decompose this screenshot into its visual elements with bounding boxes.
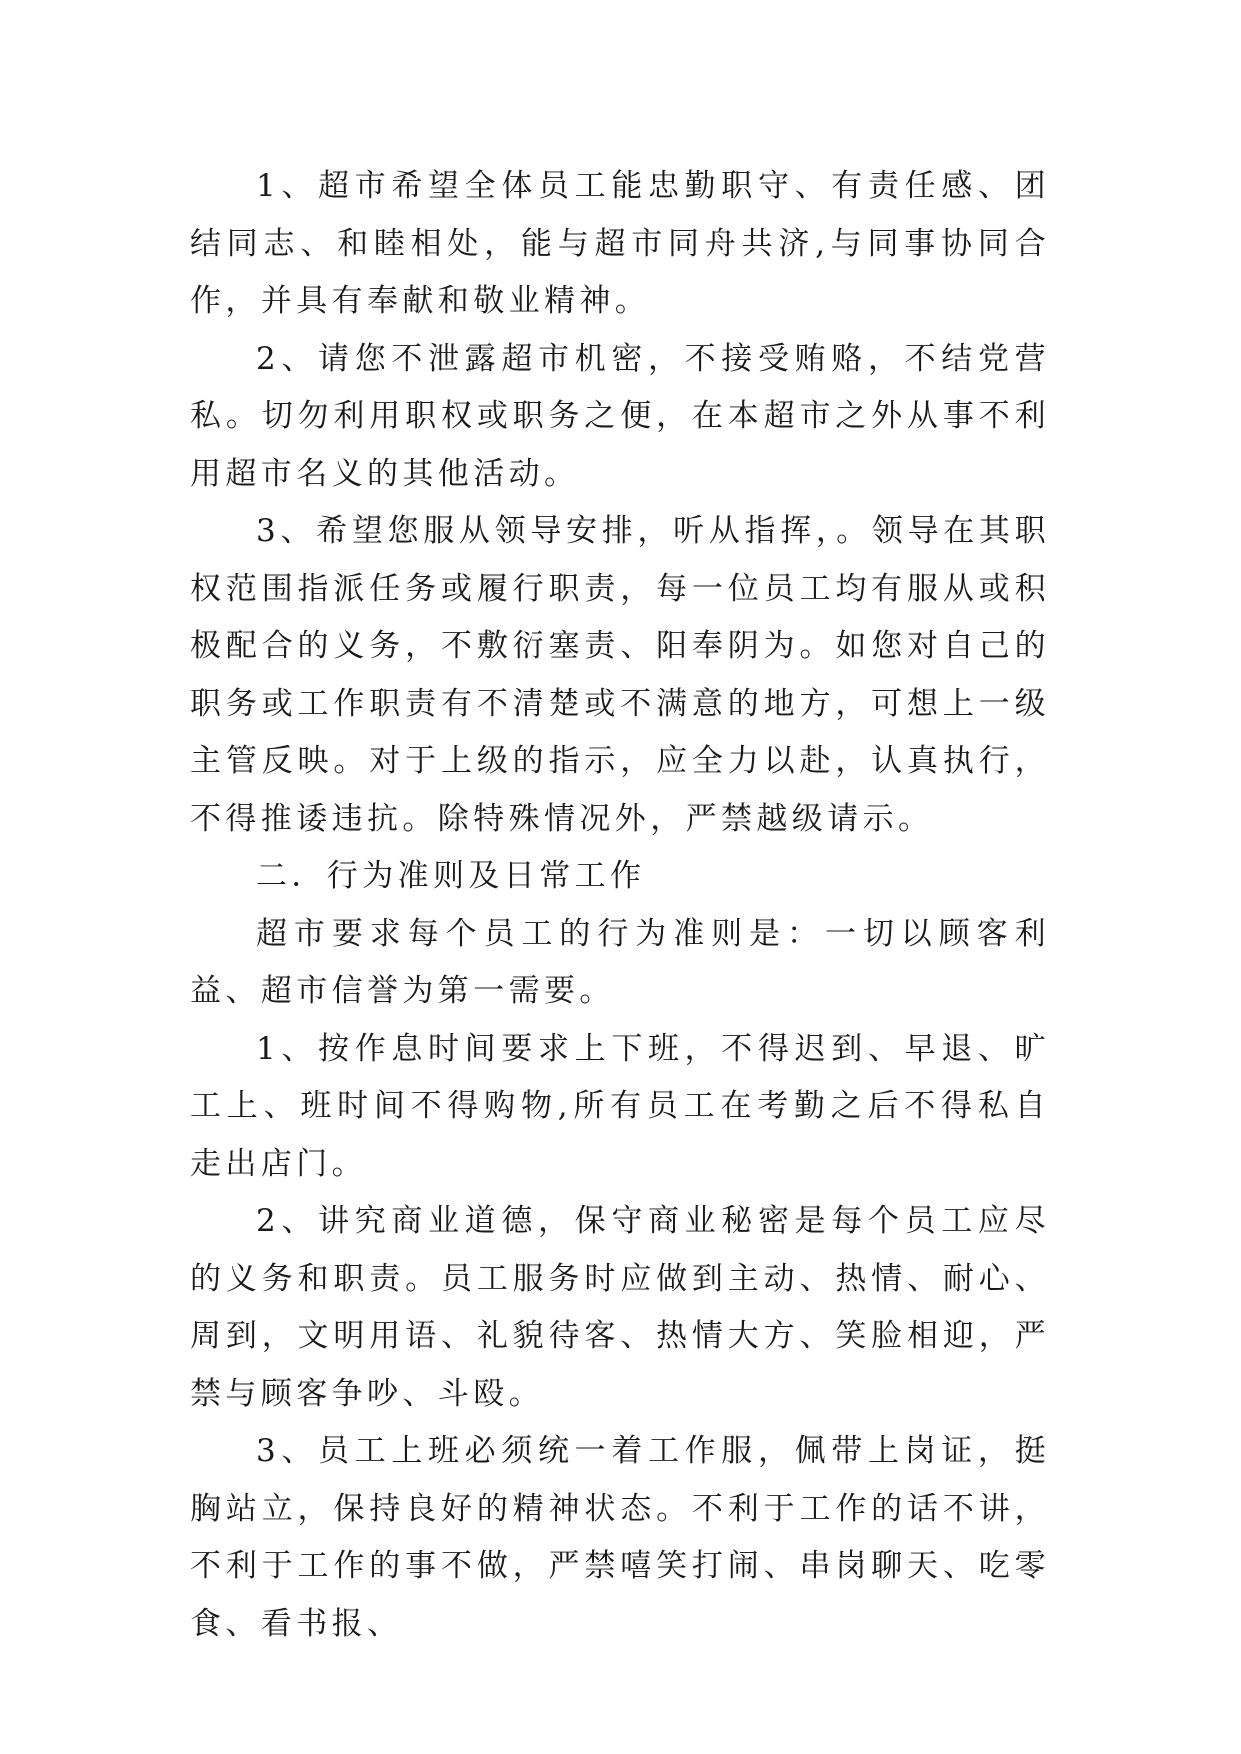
paragraph-rule-2: 2、讲究商业道德，保守商业秘密是每个员工应尽的义务和职责。员工服务时应做到主动、热情、耐心、周到，文明用语、礼貌待客、热情大方、笑脸相迎，严禁与顾客争吵、斗殴。	[190, 1203, 1050, 1412]
document-body	[190, 158, 1050, 1653]
paragraph-intro: 超市要求每个员工的行为准则是：一切以顾客利益、超市信誉为第一需要。	[190, 915, 1050, 1009]
paragraph-rule-1: 1、按作息时间要求上下班，不得迟到、早退、旷工上、班时间不得购物,所有员工在考勤之后不得私自走出店门。	[190, 1030, 1050, 1182]
section-heading: 二．行为准则及日常工作	[256, 858, 646, 894]
paragraph-duty-2: 2、请您不泄露超市机密，不接受贿赂，不结党营私。切勿利用职权或职务之便，在本超市之外从事不利用超市名义的其他活动。	[190, 340, 1050, 492]
paragraph-rule-3: 3、员工上班必须统一着工作服，佩带上岗证，挺胸站立，保持良好的精神状态。不利于工作的话不讲，不利于工作的事不做，严禁嘻笑打闹、串岗聊天、吃零食、看书报、	[190, 1433, 1050, 1642]
paragraph-duty-3: 3、希望您服从领导安排，听从指挥，。领导在其职权范围指派任务或履行职责，每一位员工均有服从或积极配合的义务，不敷衍塞责、阳奉阴为。如您对自己的职务或工作职责有不清楚或不满意的地方，可想上一级主管反映。对于上级的指示，应全力以赴，认真执行，不得推诿违抗。除特殊情况外，严禁越级请示。	[190, 513, 1050, 837]
paragraph-duty-1: 1、超市希望全体员工能忠勤职守、有责任感、团结同志、和睦相处，能与超市同舟共济,与同事协同合作，并具有奉献和敬业精神。	[190, 168, 1050, 319]
